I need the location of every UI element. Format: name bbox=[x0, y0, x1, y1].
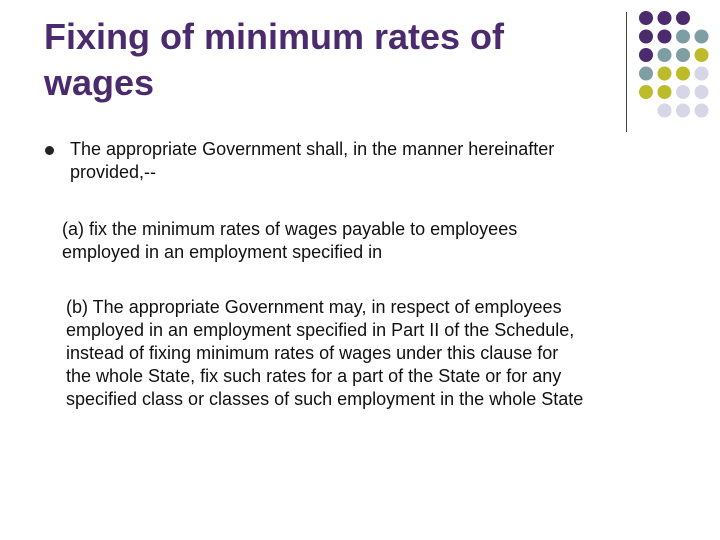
divider-line bbox=[626, 12, 627, 132]
decorative-dot bbox=[695, 48, 709, 62]
decorative-dot bbox=[658, 85, 672, 99]
decorative-dot bbox=[695, 67, 709, 81]
bullet-icon bbox=[45, 146, 54, 155]
bullet-text: The appropriate Government shall, in the manner hereinafter provided,-- bbox=[70, 139, 555, 182]
decorative-dot bbox=[695, 104, 709, 118]
decorative-dot bbox=[658, 11, 672, 25]
decorative-dot bbox=[676, 30, 690, 44]
decorative-dot bbox=[639, 11, 653, 25]
decorative-dot bbox=[658, 30, 672, 44]
decorative-dot bbox=[658, 48, 672, 62]
slide-title: Fixing of minimum rates of wages bbox=[44, 16, 505, 103]
clause-b-text: (b) The appropriate Government may, in respect of employees employed in an employment specified in Part II of the Schedule, instead of fixing minimum rates of wages under this clause for the whole State, fix such rates for a part of the State or for any specified class or classes of such employment in the whole State bbox=[66, 297, 584, 409]
decorative-dot bbox=[639, 85, 653, 99]
decorative-dot bbox=[676, 104, 690, 118]
decorative-dot bbox=[695, 30, 709, 44]
decorative-dot bbox=[676, 48, 690, 62]
decorative-dot bbox=[676, 11, 690, 25]
decorative-dot bbox=[695, 85, 709, 99]
decorative-dot bbox=[676, 85, 690, 99]
decorative-dot bbox=[639, 30, 653, 44]
decorative-dot bbox=[658, 67, 672, 81]
decorative-dot bbox=[639, 48, 653, 62]
decorative-dot bbox=[658, 104, 672, 118]
decorative-dot bbox=[639, 67, 653, 81]
decorative-dot bbox=[676, 67, 690, 81]
clause-a-text: (a) fix the minimum rates of wages payable to employees employed in an employment specified in bbox=[62, 219, 518, 262]
